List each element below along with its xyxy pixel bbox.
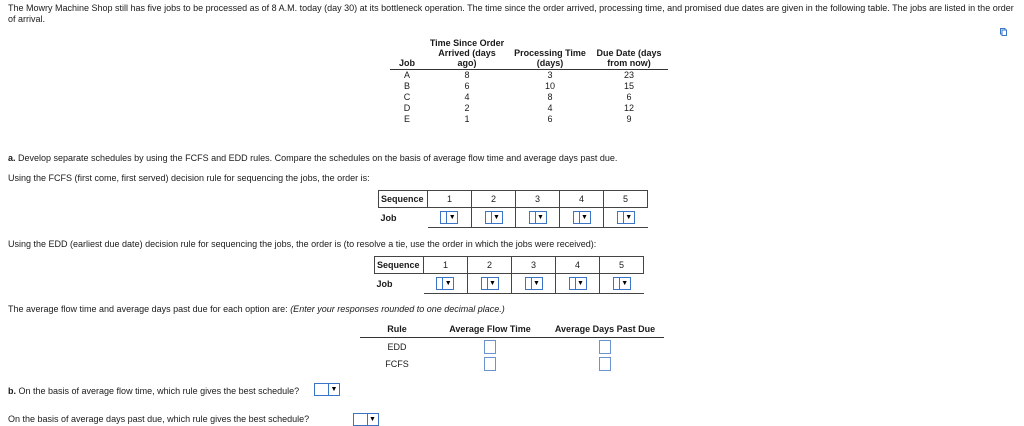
table-row — [390, 92, 668, 103]
sequence-position: 4 — [556, 257, 600, 274]
rule-cell: FCFS — [385, 358, 409, 369]
sequence-position: 1 — [424, 257, 468, 274]
edd-job-cell — [424, 274, 468, 294]
sequence-position: 5 — [600, 257, 644, 274]
sequence-position: 4 — [560, 191, 604, 208]
part-b-question-1 — [8, 386, 299, 396]
chevron-down-icon: ▼ — [531, 278, 542, 289]
time-since-cell: 6 — [464, 81, 470, 91]
due-date-cell: 15 — [623, 81, 634, 91]
best-days-past-due-dropdown[interactable] — [353, 413, 379, 426]
table-row — [390, 81, 668, 92]
fcfs-job-cell — [604, 208, 648, 228]
job-cell: D — [403, 103, 411, 113]
days-past-due-cell — [546, 355, 664, 372]
edd-job-dropdown[interactable] — [436, 277, 454, 290]
rule-cell: EDD — [387, 341, 407, 352]
copy-icon[interactable] — [1000, 28, 1007, 36]
processing-cell: 4 — [547, 103, 553, 113]
edd-prompt: Using the EDD (earliest due date) decision rule for sequencing the jobs, the order is (to resolve a tie, use the order in which the jobs were received): — [8, 239, 597, 249]
header-average-flow-time: Average Flow Time — [434, 324, 546, 338]
sequence-position: 2 — [468, 257, 512, 274]
fcfs-job-cell — [428, 208, 472, 228]
fcfs-job-dropdown[interactable] — [573, 211, 591, 224]
edd-job-cell — [556, 274, 600, 294]
average-prompt-text: The average flow time and average days past due for each option are: — [8, 304, 291, 314]
sequence-label: Sequence — [379, 191, 428, 208]
intro-text: The Mowry Machine Shop still has five jobs to be processed as of 8 A.M. today (day 30) at its bottleneck operation. The time since the order arrived, processing time, and promised due dates are given in the following table. The jobs are listed in the order of arrival. — [8, 3, 1014, 24]
job-cell: A — [403, 70, 410, 80]
job-cell: E — [403, 114, 410, 124]
edd-days-past-due-input[interactable] — [599, 340, 611, 354]
part-a-prefix: a. — [8, 153, 16, 163]
time-since-cell: 2 — [464, 103, 470, 113]
fcfs-flow-time-input[interactable] — [484, 357, 496, 371]
job-cell: B — [403, 81, 410, 91]
chevron-down-icon: ▼ — [535, 212, 546, 223]
chevron-down-icon: ▼ — [491, 212, 502, 223]
due-date-cell: 23 — [623, 70, 634, 80]
chevron-down-icon: ▼ — [487, 278, 498, 289]
fcfs-job-cell — [516, 208, 560, 228]
fcfs-prompt: Using the FCFS (first come, first served) decision rule for sequencing the jobs, the order is: — [8, 173, 370, 183]
table-row — [360, 355, 664, 372]
edd-job-dropdown[interactable] — [569, 277, 587, 290]
chevron-down-icon: ▼ — [328, 384, 339, 395]
due-date-cell: 9 — [626, 114, 632, 124]
header-average-days-past-due: Average Days Past Due — [546, 324, 664, 338]
fcfs-days-past-due-input[interactable] — [599, 357, 611, 371]
table-row — [360, 338, 664, 356]
sequence-label: Sequence — [375, 257, 424, 274]
flow-time-cell — [434, 338, 546, 356]
header-job: Job — [398, 58, 415, 68]
processing-cell: 3 — [547, 70, 553, 80]
chevron-down-icon: ▼ — [579, 212, 590, 223]
time-since-cell: 4 — [464, 92, 470, 102]
job-label: Job — [376, 278, 393, 289]
processing-cell: 10 — [544, 81, 555, 91]
part-a-text: Develop separate schedules by using the FCFS and EDD rules. Compare the schedules on the basis of average flow time and average days past due. — [15, 153, 618, 163]
part-b-prefix: b. — [8, 386, 16, 396]
header-rule: Rule — [360, 324, 434, 338]
edd-job-dropdown[interactable] — [613, 277, 631, 290]
fcfs-sequence-table — [378, 190, 648, 228]
sequence-position: 1 — [428, 191, 472, 208]
average-prompt — [8, 304, 505, 314]
processing-cell: 8 — [547, 92, 553, 102]
chevron-down-icon: ▼ — [367, 414, 378, 425]
fcfs-job-dropdown[interactable] — [617, 211, 635, 224]
edd-job-dropdown[interactable] — [481, 277, 499, 290]
edd-job-cell — [468, 274, 512, 294]
fcfs-job-dropdown[interactable] — [485, 211, 503, 224]
results-table — [360, 324, 664, 372]
chevron-down-icon: ▼ — [619, 278, 630, 289]
best-flow-time-dropdown[interactable] — [314, 383, 340, 396]
part-b-question-2: On the basis of average days past due, which rule gives the best schedule? — [8, 414, 310, 424]
chevron-down-icon: ▼ — [623, 212, 634, 223]
part-b-text-1: On the basis of average flow time, which rule gives the best schedule? — [16, 386, 300, 396]
flow-time-cell — [434, 355, 546, 372]
header-processing: Processing Time (days) — [514, 48, 586, 68]
edd-flow-time-input[interactable] — [484, 340, 496, 354]
chevron-down-icon: ▼ — [442, 278, 453, 289]
chevron-down-icon: ▼ — [575, 278, 586, 289]
fcfs-job-dropdown[interactable] — [529, 211, 547, 224]
job-label: Job — [380, 212, 397, 223]
sequence-position: 2 — [472, 191, 516, 208]
sequence-position: 3 — [512, 257, 556, 274]
fcfs-job-dropdown[interactable] — [440, 211, 458, 224]
rounding-note: (Enter your responses rounded to one decimal place.) — [290, 304, 505, 314]
header-time-since: Time Since Order Arrived (days ago) — [429, 38, 505, 68]
due-date-cell: 12 — [623, 103, 634, 113]
due-date-cell: 6 — [626, 92, 632, 102]
job-cell: C — [403, 92, 411, 102]
fcfs-job-cell — [472, 208, 516, 228]
table-row — [390, 70, 668, 82]
sequence-position: 3 — [516, 191, 560, 208]
jobs-table — [390, 38, 668, 125]
part-a-question — [8, 153, 617, 163]
edd-job-cell — [512, 274, 556, 294]
table-row — [390, 103, 668, 114]
sequence-position: 5 — [604, 191, 648, 208]
table-row — [390, 114, 668, 125]
fcfs-job-cell — [560, 208, 604, 228]
chevron-down-icon: ▼ — [446, 212, 457, 223]
edd-job-cell — [600, 274, 644, 294]
time-since-cell: 1 — [464, 114, 470, 124]
time-since-cell: 8 — [464, 70, 470, 80]
edd-job-dropdown[interactable] — [525, 277, 543, 290]
processing-cell: 6 — [547, 114, 553, 124]
header-due-date: Due Date (days from now) — [596, 48, 662, 68]
days-past-due-cell — [546, 338, 664, 356]
edd-sequence-table — [374, 256, 644, 294]
